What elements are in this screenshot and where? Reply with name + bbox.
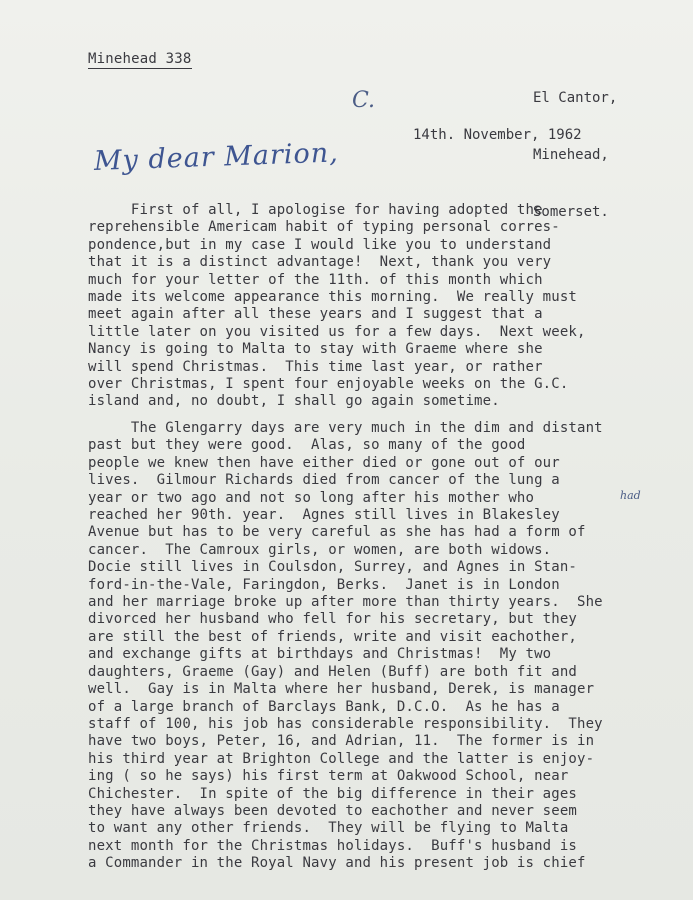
address-line: Somerset.: [533, 204, 609, 220]
text-line: island and, no doubt, I shall go again sometime.: [88, 393, 500, 410]
text-line: ford-in-the-Vale, Faringdon, Berks. Janet is in London: [88, 576, 560, 593]
text-line: people we knew then have either died or gone out of our: [88, 454, 560, 471]
text-line: meet again after all these years and I suggest that a: [88, 306, 543, 323]
phone-number: Minehead 338: [88, 51, 192, 67]
text-line: pondence,but in my case I would like you to understand: [88, 236, 552, 253]
text-line: they have always been devoted to eachother and never seem: [88, 802, 577, 819]
text-line: will spend Christmas. This time last year, or rather: [88, 358, 543, 375]
text-line: divorced her husband who fell for his secretary, but they: [88, 611, 577, 628]
address-line: Minehead,: [533, 147, 609, 163]
text-line: Chichester. In spite of the big difference in their ages: [88, 785, 577, 802]
text-line: well. Gay is in Malta where her husband, Derek, is manager: [88, 681, 595, 698]
text-line: ing ( so he says) his first term at Oakwood School, near: [88, 768, 569, 785]
text-line: made its welcome appearance this morning. We really must: [88, 289, 577, 306]
salutation: My dear Marion,: [93, 137, 340, 177]
text-line: his third year at Brighton College and the latter is enjoy-: [88, 750, 595, 767]
handwritten-mark: C.: [352, 88, 376, 113]
text-line: are still the best of friends, write and visit eachother,: [88, 628, 577, 645]
text-line: First of all, I apologise for having adopted the: [88, 202, 543, 218]
text-line: little later on you visited us for a few days. Next week,: [88, 323, 586, 340]
text-line: The Glengarry days are very much in the dim and distant: [88, 420, 603, 436]
text-line: that it is a distinct advantage! Next, thank you very: [88, 254, 552, 271]
letter-date: 14th. November, 1962: [413, 127, 582, 143]
text-line: a Commander in the Royal Navy and his present job is chief: [88, 855, 586, 872]
text-line: of a large branch of Barclays Bank, D.C.O. As he has a: [88, 698, 560, 715]
text-line: have two boys, Peter, 16, and Adrian, 11. The former is in: [88, 733, 595, 750]
paragraph-2: [88, 420, 688, 873]
text-line: cancer. The Camroux girls, or women, are both widows.: [88, 541, 552, 558]
text-line: daughters, Graeme (Gay) and Helen (Buff) are both fit and: [88, 663, 577, 680]
text-line: reached her 90th. year. Agnes still lives in Blakesley: [88, 507, 560, 524]
text-line: Docie still lives in Coulsdon, Surrey, and Agnes in Stan-: [88, 559, 577, 576]
text-line: to want any other friends. They will be flying to Malta: [88, 820, 569, 837]
text-line: reprehensible Americam habit of typing personal corres-: [88, 219, 560, 236]
text-line: year or two ago and not so long after his mother who: [88, 489, 535, 506]
text-line: much for your letter of the 11th. of this month which: [88, 271, 543, 288]
paragraph-1: [88, 202, 688, 411]
text-line: lives. Gilmour Richards died from cancer of the lung a: [88, 472, 560, 489]
text-line: staff of 100, his job has considerable responsibility. They: [88, 715, 603, 732]
handwritten-insert: had: [620, 489, 641, 502]
text-line: and exchange gifts at birthdays and Christmas! My two: [88, 646, 552, 663]
text-line: and her marriage broke up after more than thirty years. She: [88, 594, 603, 611]
text-line: over Christmas, I spent four enjoyable weeks on the G.C.: [88, 376, 569, 393]
text-line: Avenue but has to be very careful as she has had a form of: [88, 524, 586, 541]
text-line: Nancy is going to Malta to stay with Graeme where she: [88, 341, 543, 358]
address-line: El Cantor,: [533, 90, 618, 106]
text-line: past but they were good. Alas, so many of the good: [88, 437, 526, 454]
text-line: next month for the Christmas holidays. Buff's husband is: [88, 837, 577, 854]
